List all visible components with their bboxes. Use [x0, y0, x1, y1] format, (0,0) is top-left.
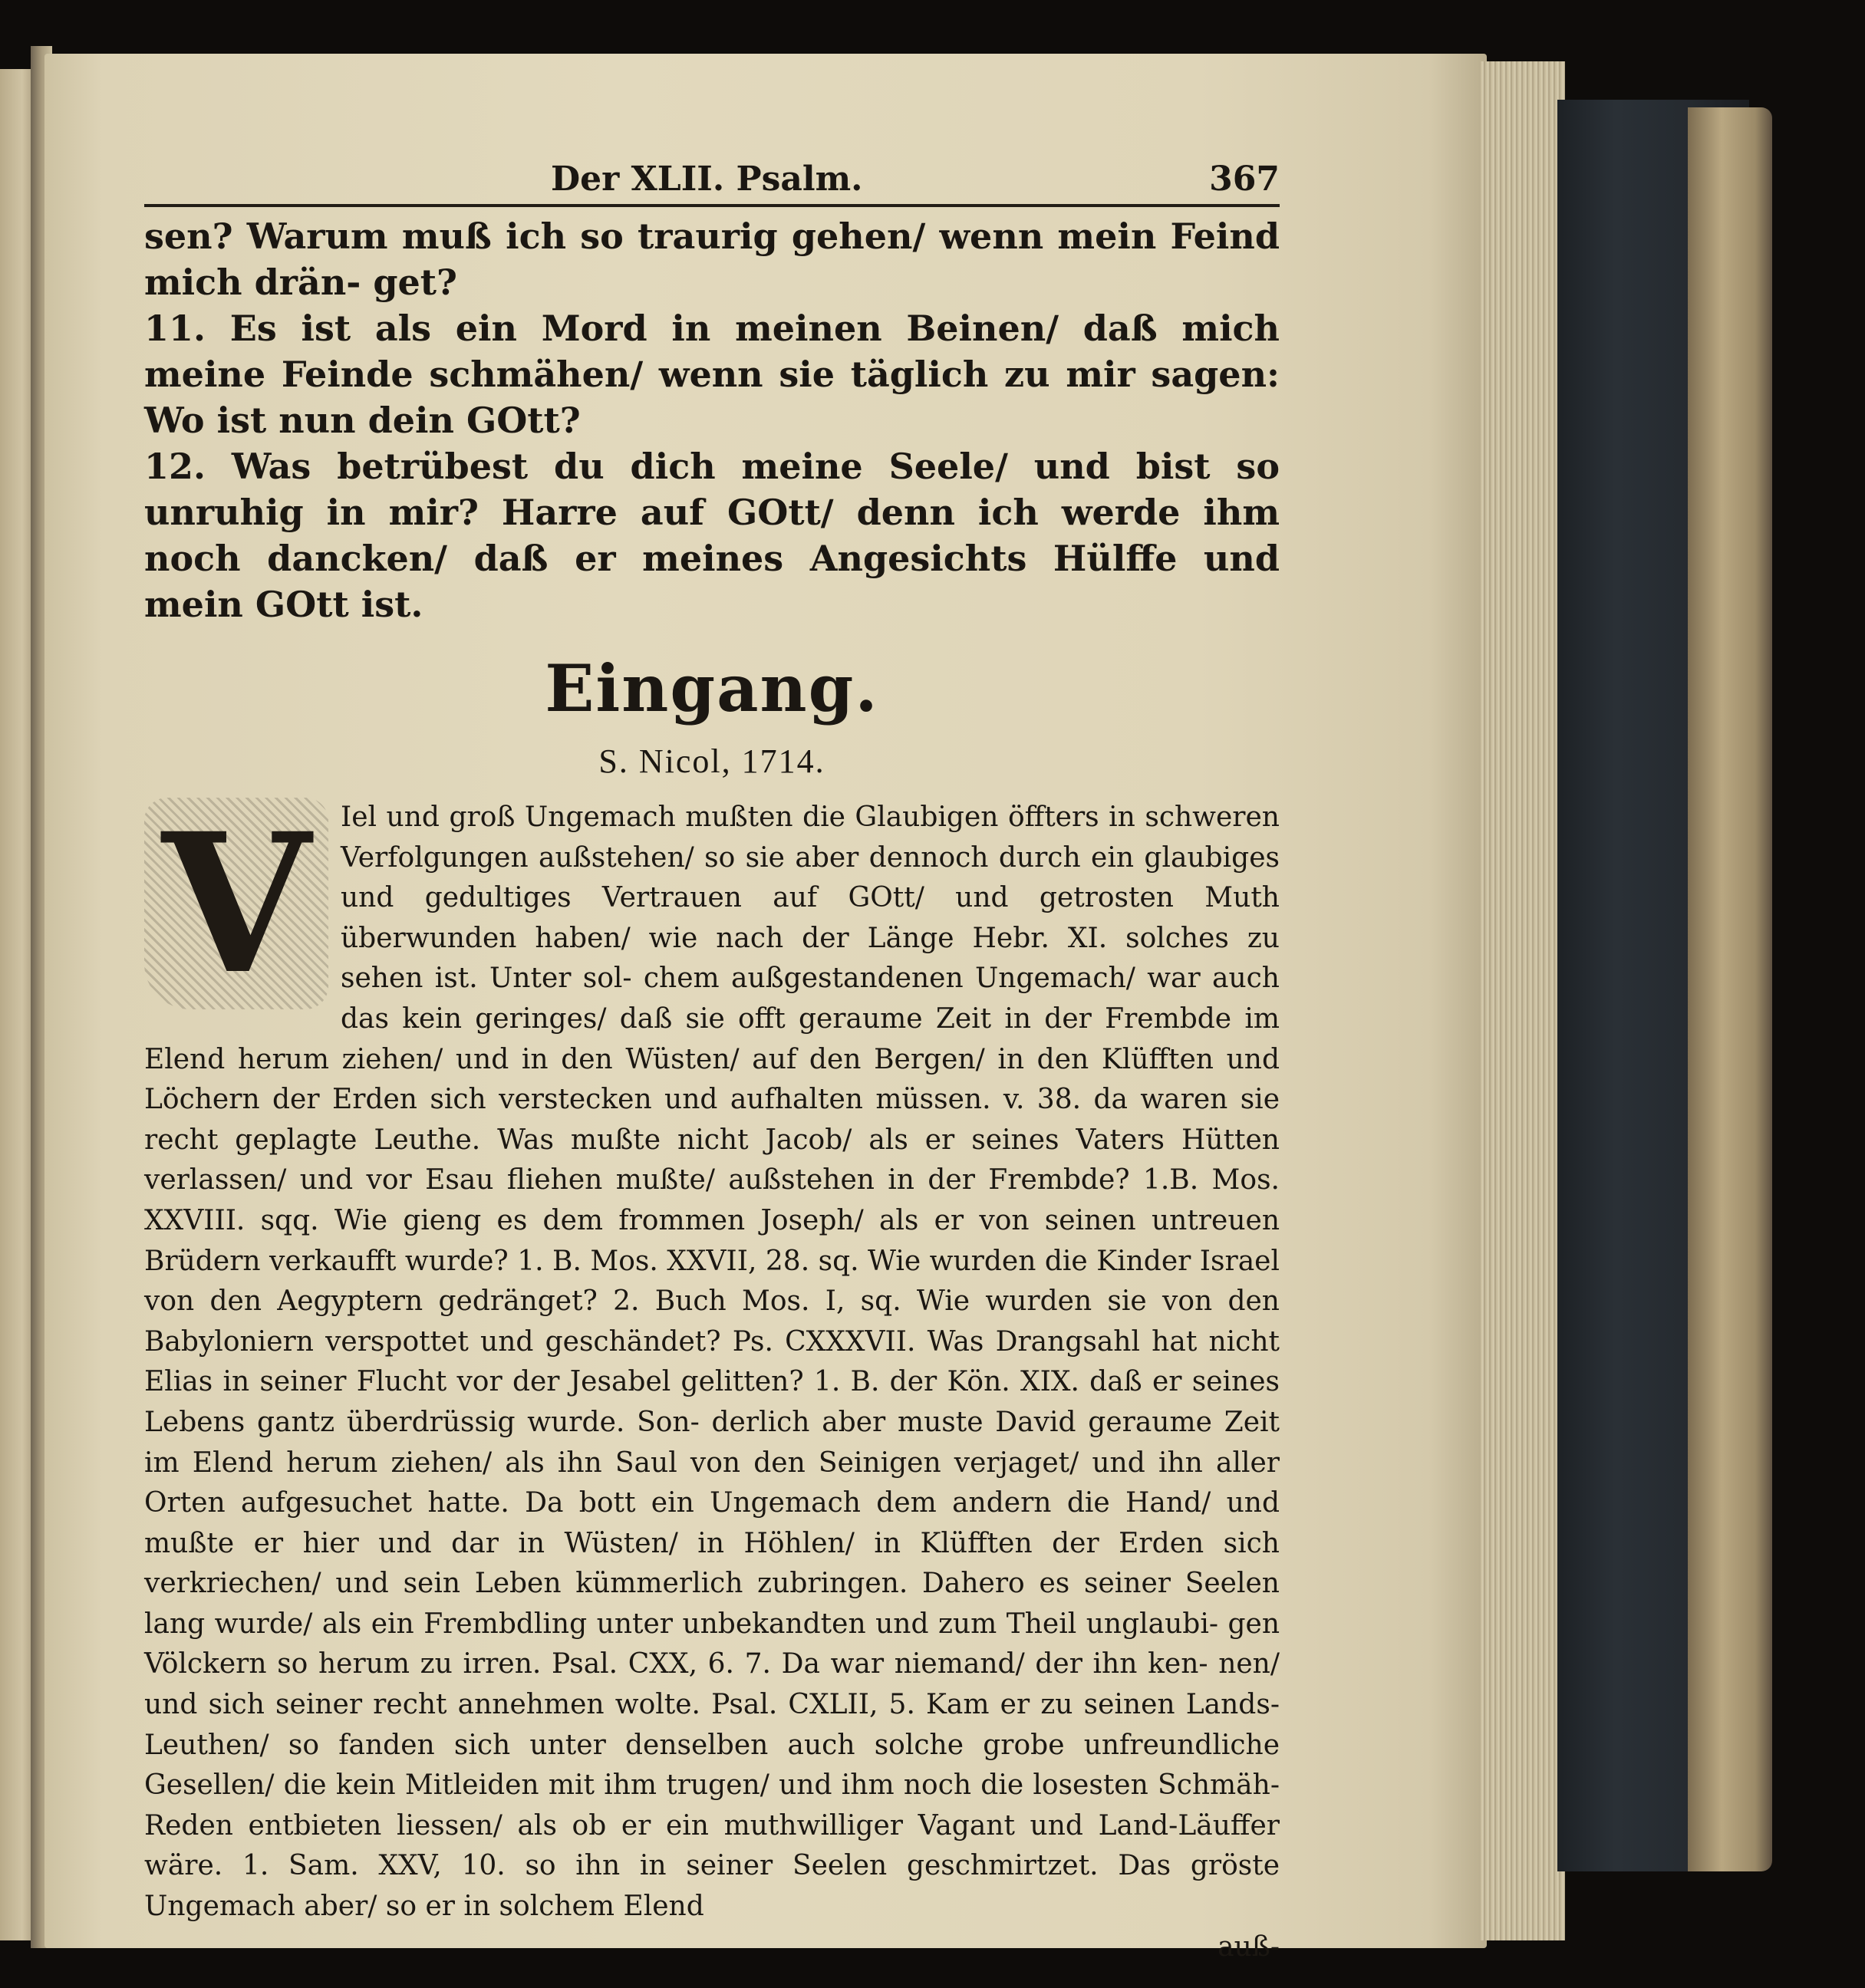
- section-subheading: S. Nicol, 1714.: [598, 742, 825, 780]
- verse: 12. Was betrübest du dich meine Seele/ und bist so unruhig in mir? Harre auf GOtt/ denn ich werde ihm noch dancken/ daß er meines Angesichts Hülffe und mein GOtt ist.: [144, 446, 1280, 625]
- verse: sen? Warum muß ich so traurig gehen/ wenn mein Feind mich drän- get?: [144, 216, 1280, 303]
- body-paragraph: Iel und groß Ungemach mußten die Glaubigen öffters in schweren Verfolgungen außstehen/ so sie aber dennoch durch ein glaubiges und gedultiges Vertrauen auf GOtt/ und getrosten Muth überwunden haben/ wie nach der Länge Hebr. XI. solches zu sehen ist. Unter sol- chem außgestandenen Ungemach/ war auch das kein geringes/ daß sie offt geraume Zeit in der Frembde im Elend herum ziehen/ und in den Wüsten/ auf den Bergen/ in den Klüfften und Löchern der Erden sich verstecken und aufhalten müssen. v. 38. da waren sie recht geplagte Leuthe. Was mußte nicht Jacob/ als er seines Vaters Hütten verlassen/ und vor Esau fliehen mußte/ außstehen in der Frembde? 1.B. Mos. XXVIII. sqq. Wie gieng es dem frommen Joseph/ als er von seinen untreuen Brüdern verkaufft wurde? 1. B. Mos. XXVII, 28. sq. Wie wurden die Kinder Israel von den Aegyptern gedränget? 2. Buch Mos. I, sq. Wie wurden sie von den Babyloniern verspottet und geschändet? Ps. CXXXVII. Was Drangsahl hat nicht Elias in seiner Flucht vor der Jesabel gelitten? 1. B. der Kön. XIX. daß er seines Lebens gantz überdrüssig wurde. Son- derlich aber muste David geraume Zeit im Elend herum ziehen/ als ihn Saul von den Seinigen verjaget/ und ihn aller Orten aufgesuchet hatte. Da bott ein Ungemach dem andern die Hand/ und mußte er hier und dar in Wüsten/ in Höhlen/ in Klüfften der Erden sich verkriechen/ und sein Leben kümmerlich zubringen. Dahero es seiner Seelen lang wurde/ als ein Frembdling unter unbekandten und zum Theil unglaubi- gen Völckern so herum zu irren. Psal. CXX, 6. 7. Da war niemand/ der ihn ken- nen/ und sich seiner recht annehmen wolte. Psal. CXLII, 5. Kam er zu seinen Lands- Leuthen/ so fanden sich unter denselben auch solche grobe unfreundliche Gesellen/ die kein Mitleiden mit ihm trugen/ und ihm noch die losesten Schmäh-Reden entbieten liessen/ als ob er ein muthwilliger Vagant und Land-Läuffer wäre. 1. Sam. XXV, 10. so ihn in seiner Seelen geschmirtzet. Das gröste Ungemach aber/ so er in solchem Elend: [144, 801, 1280, 1923]
- book-cover: [1688, 107, 1772, 1871]
- page-number: 367: [1209, 160, 1280, 199]
- header-rule: [144, 204, 1280, 207]
- catchword: auß-: [1218, 1930, 1280, 1963]
- section-heading: Eingang.: [545, 650, 879, 726]
- running-head: [144, 153, 1280, 202]
- verse: 11. Es ist als ein Mord in meinen Beinen/ daß mich meine Feinde schmähen/ wenn sie täglich zu mir sagen: Wo ist nun dein GOtt?: [144, 308, 1280, 441]
- psalm-verses: [144, 213, 1280, 627]
- page-edges: [1481, 61, 1565, 1940]
- decorated-initial: V: [144, 798, 328, 1009]
- page-content: [144, 153, 1280, 1967]
- running-head-title: Der XLII. Psalm.: [551, 160, 863, 199]
- body-text: [144, 791, 1280, 1927]
